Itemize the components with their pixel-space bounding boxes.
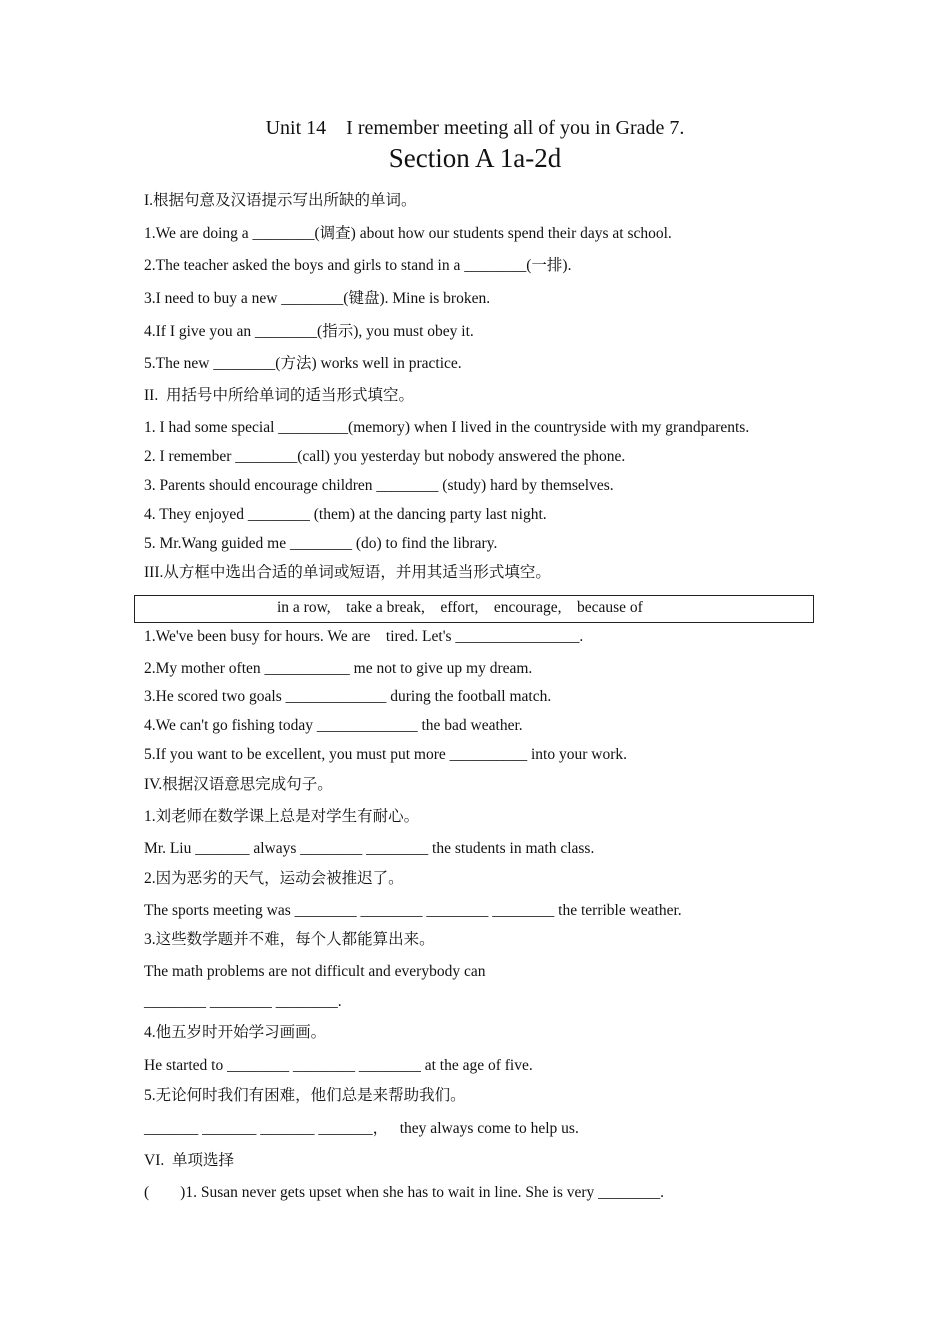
part4-chinese-prompt: 4.他五岁时开始学习画画。	[144, 1024, 327, 1041]
part4-english-sentence: ________ ________ ________.	[144, 993, 342, 1010]
word-box-options: in a row, take a break, effort, encourage, because of	[277, 599, 643, 616]
part2-item: 4. They enjoyed ________ (them) at the dancing party last night.	[144, 506, 547, 523]
part4-english-sentence: The math problems are not difficult and everybody can	[144, 963, 486, 980]
part4-english-sentence: He started to ________ ________ ________ at the age of five.	[144, 1057, 533, 1074]
word-box	[134, 595, 814, 623]
part3-item: 3.He scored two goals _____________ during the football match.	[144, 688, 552, 705]
part4-english-sentence: Mr. Liu _______ always ________ ________ the students in math class.	[144, 840, 595, 857]
part4-heading: IV.根据汉语意思完成句子。	[144, 776, 333, 793]
part6-heading: VI. 单项选择	[144, 1152, 234, 1169]
part3-item: 2.My mother often ___________ me not to give up my dream.	[144, 660, 533, 677]
part1-item: 3.I need to buy a new ________(键盘). Mine is broken.	[144, 290, 491, 307]
part1-item: 1.We are doing a ________(调查) about how our students spend their days at school.	[144, 225, 672, 242]
part3-heading: III.从方框中选出合适的单词或短语，并用其适当形式填空。	[144, 564, 551, 581]
part2-item: 3. Parents should encourage children ________ (study) hard by themselves.	[144, 477, 614, 494]
part1-item: 5.The new ________(方法) works well in practice.	[144, 355, 462, 372]
section-title: Section A 1a-2d	[388, 143, 562, 173]
unit-title: Unit 14 I remember meeting all of you in Grade 7.	[265, 117, 685, 139]
part4-english-sentence: The sports meeting was ________ ________ ________ ________ the terrible weather.	[144, 902, 682, 919]
part1-item: 2.The teacher asked the boys and girls to stand in a ________(一排).	[144, 257, 572, 274]
part3-item: 5.If you want to be excellent, you must put more __________ into your work.	[144, 746, 628, 763]
part4-chinese-prompt: 1.刘老师在数学课上总是对学生有耐心。	[144, 808, 420, 825]
part6-item: ( )1. Susan never gets upset when she has to wait in line. She is very ________.	[144, 1184, 665, 1201]
part3-item: 1.We've been busy for hours. We are tired. Let's ________________.	[144, 628, 584, 645]
part4-chinese-prompt: 5.无论何时我们有困难，他们总是来帮助我们。	[144, 1087, 466, 1104]
part4-chinese-prompt: 3.这些数学题并不难，每个人都能算出来。	[144, 931, 435, 948]
part4-english-sentence: _______ _______ _______ _______， they always come to help us.	[144, 1120, 579, 1137]
part1-heading: I.根据句意及汉语提示写出所缺的单词。	[144, 192, 417, 209]
part4-chinese-prompt: 2.因为恶劣的天气，运动会被推迟了。	[144, 870, 404, 887]
part2-item: 5. Mr.Wang guided me ________ (do) to find the library.	[144, 535, 498, 552]
part1-item: 4.If I give you an ________(指示), you must obey it.	[144, 323, 474, 340]
part2-item: 2. I remember ________(call) you yesterday but nobody answered the phone.	[144, 448, 626, 465]
part2-heading: II. 用括号中所给单词的适当形式填空。	[144, 387, 414, 404]
part2-item: 1. I had some special _________(memory) when I lived in the countryside with my grandparents.	[144, 419, 750, 436]
part3-item: 4.We can't go fishing today _____________ the bad weather.	[144, 717, 523, 734]
